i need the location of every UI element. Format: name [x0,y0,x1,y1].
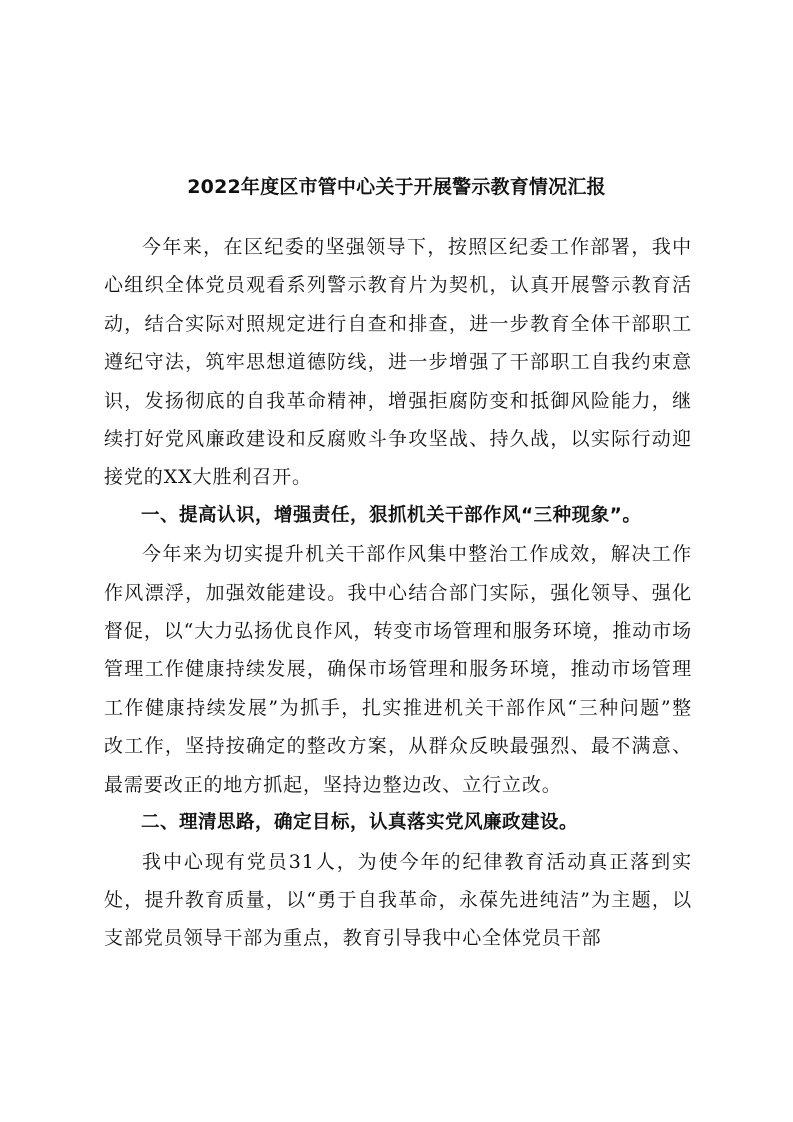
section-2-paragraph: 我中心现有党员31人，为使今年的纪律教育活动真正落到实处，提升教育质量，以“勇于自我革命，永葆先进纯洁”为主题，以支部党员领导干部为重点，教育引导我中心全体党员干部 [104,850,692,950]
section-1-paragraph: 今年来为切实提升机关干部作风集中整治工作成效，解决工作作风漂浮，加强效能建设。我中心结合部门实际，强化领导、强化督促，以“大力弘扬优良作风，转变市场管理和服务环境，推动市场管理工作健康持续发展，确保市场管理和服务环境，推动市场管理工作健康持续发展”为抓手，扎实推进机关干部作风“三种问题”整改工作，坚持按确定的整改方案，从群众反映最强烈、最不满意、最需要改正的地方抓起，坚持边整边改、立行立改。 [104,543,692,796]
section-heading-2: 二、理清思路，确定目标，认真落实党风廉政建设。 [141,812,579,834]
section-heading-1: 一、提高认识，增强责任，狠抓机关干部作风“三种现象”。 [141,504,642,526]
intro-paragraph: 今年来，在区纪委的坚强领导下，按照区纪委工作部署，我中心组织全体党员观看系列警示教育片为契机，认真开展警示教育活动，结合实际对照规定进行自查和排查，进一步教育全体干部职工遵纪守法，筑牢思想道德防线，进一步增强了干部职工自我约束意识，发扬彻底的自我革命精神，增强拒腐防变和抵御风险能力，继续打好党风廉政建设和反腐败斗争攻坚战、持久战，以实际行动迎接党的XX大胜利召开。 [104,236,692,489]
document-title: 2022年度区市管中心关于开展警示教育情况汇报 [187,176,606,198]
document-body [104,228,692,958]
